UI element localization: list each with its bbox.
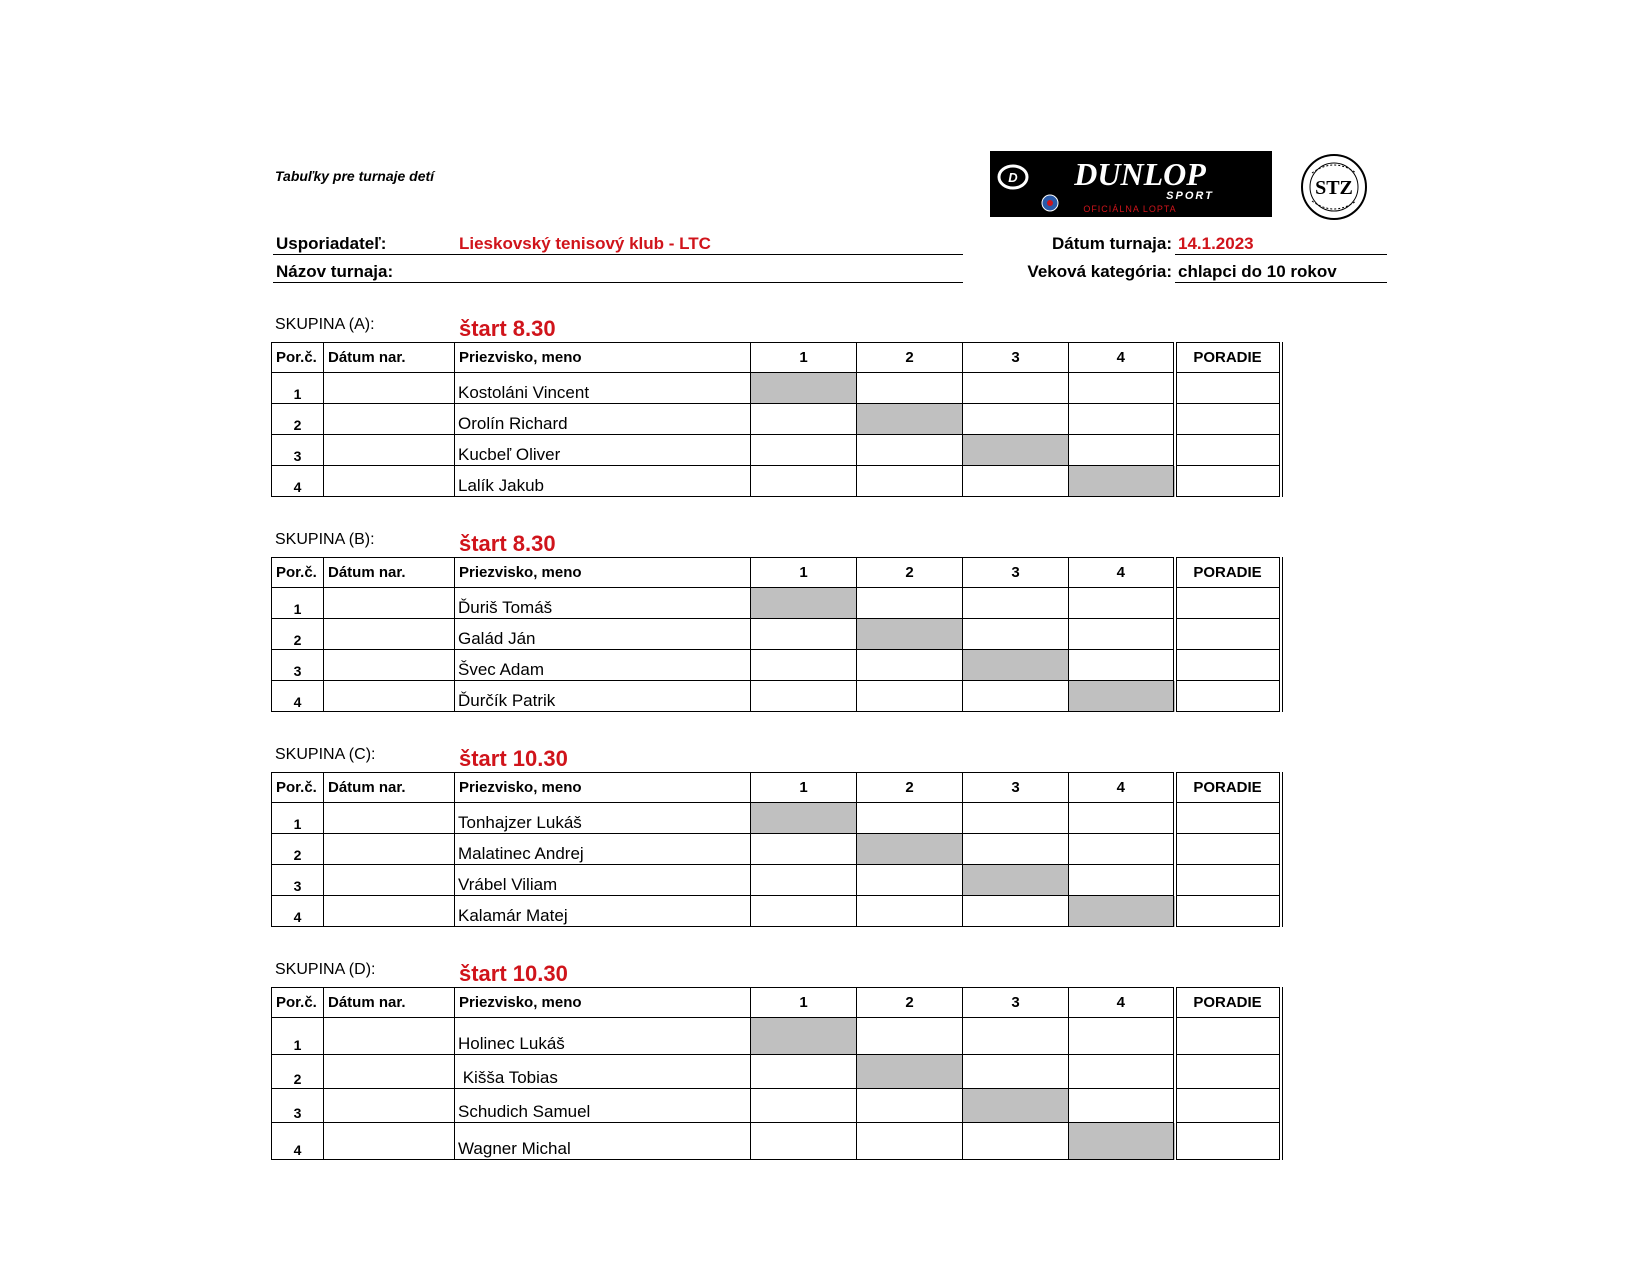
table-row xyxy=(272,865,1281,896)
player-name: Kišša Tobias xyxy=(455,1055,751,1089)
organizer-label: Usporiadateľ: xyxy=(276,234,387,253)
rank-cell[interactable] xyxy=(1175,435,1281,466)
table-row xyxy=(272,681,1281,712)
score-cell[interactable] xyxy=(751,1089,857,1123)
score-cell[interactable] xyxy=(1069,1018,1175,1055)
rank-cell[interactable] xyxy=(1175,896,1281,927)
rank-cell[interactable] xyxy=(1175,588,1281,619)
col-header-1: 1 xyxy=(751,558,857,588)
col-header-3: 3 xyxy=(963,343,1069,373)
table-row xyxy=(272,466,1281,497)
score-cell[interactable] xyxy=(857,896,963,927)
group-a-start: štart 8.30 xyxy=(459,316,556,341)
player-number: 1 xyxy=(272,1018,324,1055)
score-cell[interactable] xyxy=(1069,373,1175,404)
dunlop-sport: SPORT xyxy=(1166,190,1214,202)
score-cell[interactable] xyxy=(1069,803,1175,834)
player-name: Ďuriš Tomáš xyxy=(455,588,751,619)
score-cell-blocked xyxy=(1069,1123,1175,1160)
score-cell[interactable] xyxy=(1069,404,1175,435)
organizer-value: Lieskovský tenisový klub - LTC xyxy=(459,234,711,253)
score-cell-blocked xyxy=(963,1089,1069,1123)
col-header-meno: Priezvisko, meno xyxy=(455,773,751,803)
category-value: chlapci do 10 rokov xyxy=(1178,262,1337,281)
score-cell[interactable] xyxy=(963,1018,1069,1055)
date-value: 14.1.2023 xyxy=(1178,234,1254,253)
score-cell[interactable] xyxy=(963,1123,1069,1160)
score-cell[interactable] xyxy=(963,373,1069,404)
score-cell[interactable] xyxy=(963,1055,1069,1089)
score-cell[interactable] xyxy=(857,466,963,497)
table-row xyxy=(272,435,1281,466)
category-label: Veková kategória: xyxy=(1027,262,1172,281)
dunlop-wordmark: DUNLOP xyxy=(1074,156,1206,192)
rank-cell[interactable] xyxy=(1175,1018,1281,1055)
dunlop-tagline: OFICIÁLNA LOPTA xyxy=(1083,204,1177,214)
rank-cell[interactable] xyxy=(1175,865,1281,896)
group-b-start: štart 8.30 xyxy=(459,531,556,556)
col-header-2: 2 xyxy=(857,773,963,803)
player-number: 4 xyxy=(272,1123,324,1160)
score-cell-blocked xyxy=(1069,681,1175,712)
col-header-poradie: PORADIE xyxy=(1175,343,1281,373)
col-header-2: 2 xyxy=(857,558,963,588)
dunlop-logo xyxy=(990,151,1272,217)
score-cell[interactable] xyxy=(857,865,963,896)
col-header-4: 4 xyxy=(1069,558,1175,588)
player-name: Schudich Samuel xyxy=(455,1089,751,1123)
birthdate-cell[interactable] xyxy=(324,803,455,834)
col-header-poradie: PORADIE xyxy=(1175,773,1281,803)
rank-cell[interactable] xyxy=(1175,1089,1281,1123)
player-number: 2 xyxy=(272,834,324,865)
table-row xyxy=(272,588,1281,619)
score-cell[interactable] xyxy=(857,1089,963,1123)
date-label: Dátum turnaja: xyxy=(1052,234,1172,253)
birthdate-cell[interactable] xyxy=(324,466,455,497)
rank-cell[interactable] xyxy=(1175,834,1281,865)
col-header-datum: Dátum nar. xyxy=(324,558,455,588)
score-cell-blocked xyxy=(963,435,1069,466)
col-header-meno: Priezvisko, meno xyxy=(455,988,751,1018)
player-name: Wagner Michal xyxy=(455,1123,751,1160)
player-name: Kalamár Matej xyxy=(455,896,751,927)
group-d-label: SKUPINA (D): xyxy=(275,961,376,978)
player-number: 4 xyxy=(272,896,324,927)
score-cell[interactable] xyxy=(751,1055,857,1089)
tournament-name-label: Názov turnaja: xyxy=(276,262,394,281)
player-number: 2 xyxy=(272,404,324,435)
rank-cell[interactable] xyxy=(1175,650,1281,681)
svg-text:D: D xyxy=(1008,170,1018,185)
col-header-por: Por.č. xyxy=(272,773,324,803)
player-number: 4 xyxy=(272,681,324,712)
col-header-meno: Priezvisko, meno xyxy=(455,343,751,373)
score-cell[interactable] xyxy=(857,1123,963,1160)
score-cell-blocked xyxy=(857,619,963,650)
group-a-table xyxy=(271,342,1283,497)
group-b-table xyxy=(271,557,1283,712)
player-number: 3 xyxy=(272,650,324,681)
score-cell[interactable] xyxy=(857,435,963,466)
group-c-start: štart 10.30 xyxy=(459,746,568,771)
score-cell[interactable] xyxy=(751,404,857,435)
group-c-label: SKUPINA (C): xyxy=(275,746,376,763)
score-cell[interactable] xyxy=(857,681,963,712)
score-cell[interactable] xyxy=(963,404,1069,435)
score-cell-blocked xyxy=(1069,896,1175,927)
score-cell[interactable] xyxy=(751,435,857,466)
table-row xyxy=(272,1089,1281,1123)
birthdate-cell[interactable] xyxy=(324,681,455,712)
rank-cell[interactable] xyxy=(1175,803,1281,834)
col-header-datum: Dátum nar. xyxy=(324,988,455,1018)
birthdate-cell[interactable] xyxy=(324,1055,455,1089)
table-row xyxy=(272,896,1281,927)
score-cell-blocked xyxy=(751,373,857,404)
player-number: 2 xyxy=(272,1055,324,1089)
birthdate-cell[interactable] xyxy=(324,896,455,927)
col-header-meno: Priezvisko, meno xyxy=(455,558,751,588)
score-cell[interactable] xyxy=(857,588,963,619)
player-number: 1 xyxy=(272,803,324,834)
birthdate-cell[interactable] xyxy=(324,650,455,681)
birthdate-cell[interactable] xyxy=(324,619,455,650)
score-cell[interactable] xyxy=(1069,435,1175,466)
score-cell-blocked xyxy=(857,834,963,865)
score-cell[interactable] xyxy=(1069,865,1175,896)
score-cell[interactable] xyxy=(963,466,1069,497)
col-header-3: 3 xyxy=(963,773,1069,803)
player-name: Kostoláni Vincent xyxy=(455,373,751,404)
birthdate-cell[interactable] xyxy=(324,1089,455,1123)
score-cell[interactable] xyxy=(751,681,857,712)
group-c-table xyxy=(271,772,1283,927)
score-cell-blocked xyxy=(751,588,857,619)
player-name: Švec Adam xyxy=(455,650,751,681)
table-row xyxy=(272,1055,1281,1089)
player-name: Ďurčík Patrik xyxy=(455,681,751,712)
score-cell[interactable] xyxy=(1069,1055,1175,1089)
score-cell-blocked xyxy=(751,803,857,834)
player-number: 3 xyxy=(272,865,324,896)
birthdate-cell[interactable] xyxy=(324,1123,455,1160)
birthdate-cell[interactable] xyxy=(324,404,455,435)
col-header-datum: Dátum nar. xyxy=(324,773,455,803)
col-header-3: 3 xyxy=(963,558,1069,588)
player-name: Malatinec Andrej xyxy=(455,834,751,865)
player-name: Vrábel Viliam xyxy=(455,865,751,896)
score-cell[interactable] xyxy=(751,834,857,865)
score-cell[interactable] xyxy=(1069,1089,1175,1123)
table-row xyxy=(272,803,1281,834)
score-cell[interactable] xyxy=(751,1123,857,1160)
player-number: 1 xyxy=(272,373,324,404)
table-row xyxy=(272,834,1281,865)
score-cell[interactable] xyxy=(963,619,1069,650)
rank-cell[interactable] xyxy=(1175,373,1281,404)
score-cell-blocked xyxy=(857,404,963,435)
rank-cell[interactable] xyxy=(1175,466,1281,497)
player-number: 2 xyxy=(272,619,324,650)
score-cell[interactable] xyxy=(857,1018,963,1055)
col-header-2: 2 xyxy=(857,988,963,1018)
score-cell[interactable] xyxy=(857,373,963,404)
score-cell-blocked xyxy=(963,865,1069,896)
player-number: 3 xyxy=(272,1089,324,1123)
col-header-4: 4 xyxy=(1069,773,1175,803)
score-cell-blocked xyxy=(963,650,1069,681)
score-cell[interactable] xyxy=(1069,588,1175,619)
rank-cell[interactable] xyxy=(1175,619,1281,650)
player-number: 4 xyxy=(272,466,324,497)
group-d-start: štart 10.30 xyxy=(459,961,568,986)
col-header-poradie: PORADIE xyxy=(1175,558,1281,588)
score-cell[interactable] xyxy=(963,834,1069,865)
rank-cell[interactable] xyxy=(1175,1055,1281,1089)
score-cell[interactable] xyxy=(1069,619,1175,650)
page-subtitle: Tabuľky pre turnaje detí xyxy=(275,168,435,184)
score-cell-blocked xyxy=(857,1055,963,1089)
birthdate-cell[interactable] xyxy=(324,373,455,404)
score-cell[interactable] xyxy=(963,681,1069,712)
rank-cell[interactable] xyxy=(1175,1123,1281,1160)
col-header-datum: Dátum nar. xyxy=(324,343,455,373)
col-header-1: 1 xyxy=(751,988,857,1018)
birthdate-cell[interactable] xyxy=(324,834,455,865)
table-row xyxy=(272,619,1281,650)
col-header-1: 1 xyxy=(751,343,857,373)
group-d-table xyxy=(271,987,1283,1160)
table-row xyxy=(272,1018,1281,1055)
score-cell[interactable] xyxy=(963,896,1069,927)
score-cell[interactable] xyxy=(751,896,857,927)
col-header-3: 3 xyxy=(963,988,1069,1018)
score-cell-blocked xyxy=(1069,466,1175,497)
col-header-2: 2 xyxy=(857,343,963,373)
score-cell[interactable] xyxy=(751,466,857,497)
col-header-poradie: PORADIE xyxy=(1175,988,1281,1018)
group-a-label: SKUPINA (A): xyxy=(275,316,375,333)
col-header-por: Por.č. xyxy=(272,988,324,1018)
table-row xyxy=(272,373,1281,404)
player-name: Holinec Lukáš xyxy=(455,1018,751,1055)
score-cell[interactable] xyxy=(963,803,1069,834)
score-cell[interactable] xyxy=(751,650,857,681)
birthdate-cell[interactable] xyxy=(324,1018,455,1055)
player-name: Galád Ján xyxy=(455,619,751,650)
birthdate-cell[interactable] xyxy=(324,435,455,466)
col-header-por: Por.č. xyxy=(272,558,324,588)
score-cell[interactable] xyxy=(963,588,1069,619)
player-name: Tonhajzer Lukáš xyxy=(455,803,751,834)
col-header-4: 4 xyxy=(1069,988,1175,1018)
score-cell-blocked xyxy=(751,1018,857,1055)
rank-cell[interactable] xyxy=(1175,681,1281,712)
score-cell[interactable] xyxy=(857,650,963,681)
score-cell[interactable] xyxy=(751,865,857,896)
stz-logo xyxy=(1298,153,1370,221)
player-number: 1 xyxy=(272,588,324,619)
table-row xyxy=(272,1123,1281,1160)
col-header-por: Por.č. xyxy=(272,343,324,373)
rank-cell[interactable] xyxy=(1175,404,1281,435)
birthdate-cell[interactable] xyxy=(324,865,455,896)
table-row xyxy=(272,650,1281,681)
score-cell[interactable] xyxy=(751,619,857,650)
birthdate-cell[interactable] xyxy=(324,588,455,619)
score-cell[interactable] xyxy=(1069,650,1175,681)
col-header-4: 4 xyxy=(1069,343,1175,373)
player-name: Lalík Jakub xyxy=(455,466,751,497)
table-row xyxy=(272,404,1281,435)
col-header-1: 1 xyxy=(751,773,857,803)
player-name: Orolín Richard xyxy=(455,404,751,435)
stz-text: STZ xyxy=(1315,177,1353,199)
player-number: 3 xyxy=(272,435,324,466)
score-cell[interactable] xyxy=(1069,834,1175,865)
player-name: Kucbeľ Oliver xyxy=(455,435,751,466)
group-b-label: SKUPINA (B): xyxy=(275,531,375,548)
score-cell[interactable] xyxy=(857,803,963,834)
